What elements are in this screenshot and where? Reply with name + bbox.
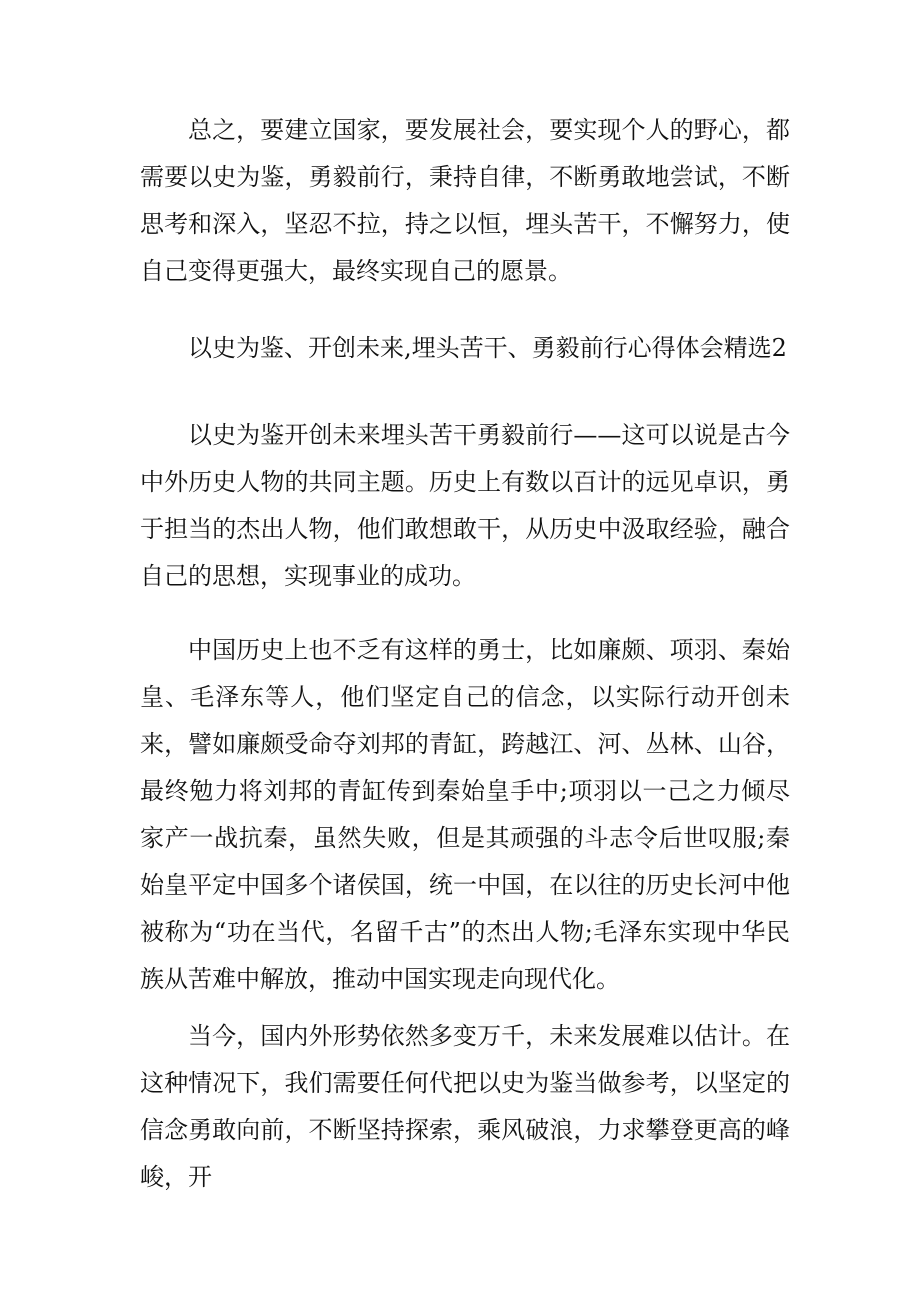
paragraph-intro: 以史为鉴开创未来埋头苦干勇毅前行——这可以说是古今中外历史人物的共同主题。历史上有数以百计的远见卓识，勇于担当的杰出人物，他们敢想敢干，从历史中汲取经验，融合自己的思想，实现事业的成功。 (140, 421, 790, 590)
paragraph-present-day: 当今，国内外形势依然多变万千，未来发展难以估计。在这种情况下，我们需要任何代把以史为鉴当做参考，以坚定的信念勇敢向前，不断坚持探索，乘风破浪，力求攀登更高的峰峻，开 (140, 1022, 790, 1191)
section-heading: 以史为鉴、开创未来,埋头苦干、勇毅前行心得体会精选2 (188, 334, 787, 362)
paragraph-history-examples: 中国历史上也不乏有这样的勇士，比如廉颇、项羽、秦始皇、毛泽东等人，他们坚定自己的信念，以实际行动开创未来，譬如廉颇受命夺刘邦的青缸，跨越江、河、丛林、山谷，最终勉力将刘邦的青缸传到秦始皇手中;项羽以一己之力倾尽家产一战抗秦，虽然失败，但是其顽强的斗志令后世叹服;秦始皇平定中国多个诸侯国，统一中国，在以往的历史长河中他被称为“功在当代，名留千古”的杰出人物;毛泽东实现中华民族从苦难中解放，推动中国实现走向现代化。 (140, 636, 790, 993)
paragraph-conclusion: 总之，要建立国家，要发展社会，要实现个人的野心，都需要以史为鉴，勇毅前行，秉持自律，不断勇敢地尝试，不断思考和深入，坚忍不拉，持之以恒，埋头苦干，不懈努力，使自己变得更强大，最终实现自己的愿景。 (140, 116, 790, 285)
